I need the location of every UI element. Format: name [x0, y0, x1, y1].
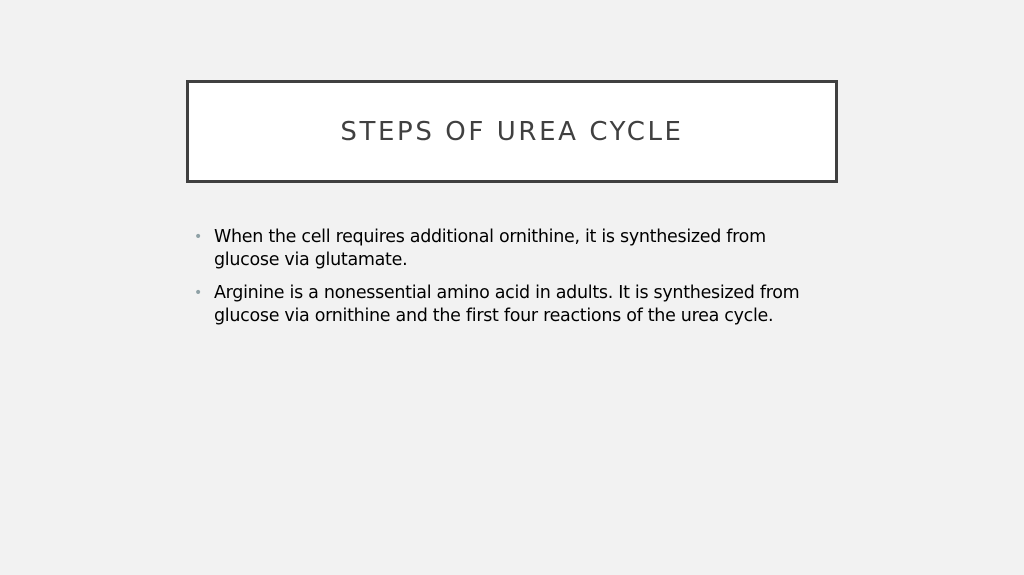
bullet-marker: •	[194, 285, 203, 301]
bullet-list	[194, 226, 804, 338]
list-item	[194, 282, 804, 328]
bullet-marker: •	[194, 229, 203, 245]
bullet-text: When the cell requires additional ornithine, it is synthesized from glucose via glutamate.	[214, 227, 766, 270]
slide-title: STEPS OF UREA CYCLE	[340, 116, 684, 147]
list-item	[194, 226, 804, 272]
bullet-text: Arginine is a nonessential amino acid in adults. It is synthesized from glucose via ornithine and the first four reactions of the urea cycle.	[214, 283, 800, 326]
title-box	[186, 80, 838, 183]
